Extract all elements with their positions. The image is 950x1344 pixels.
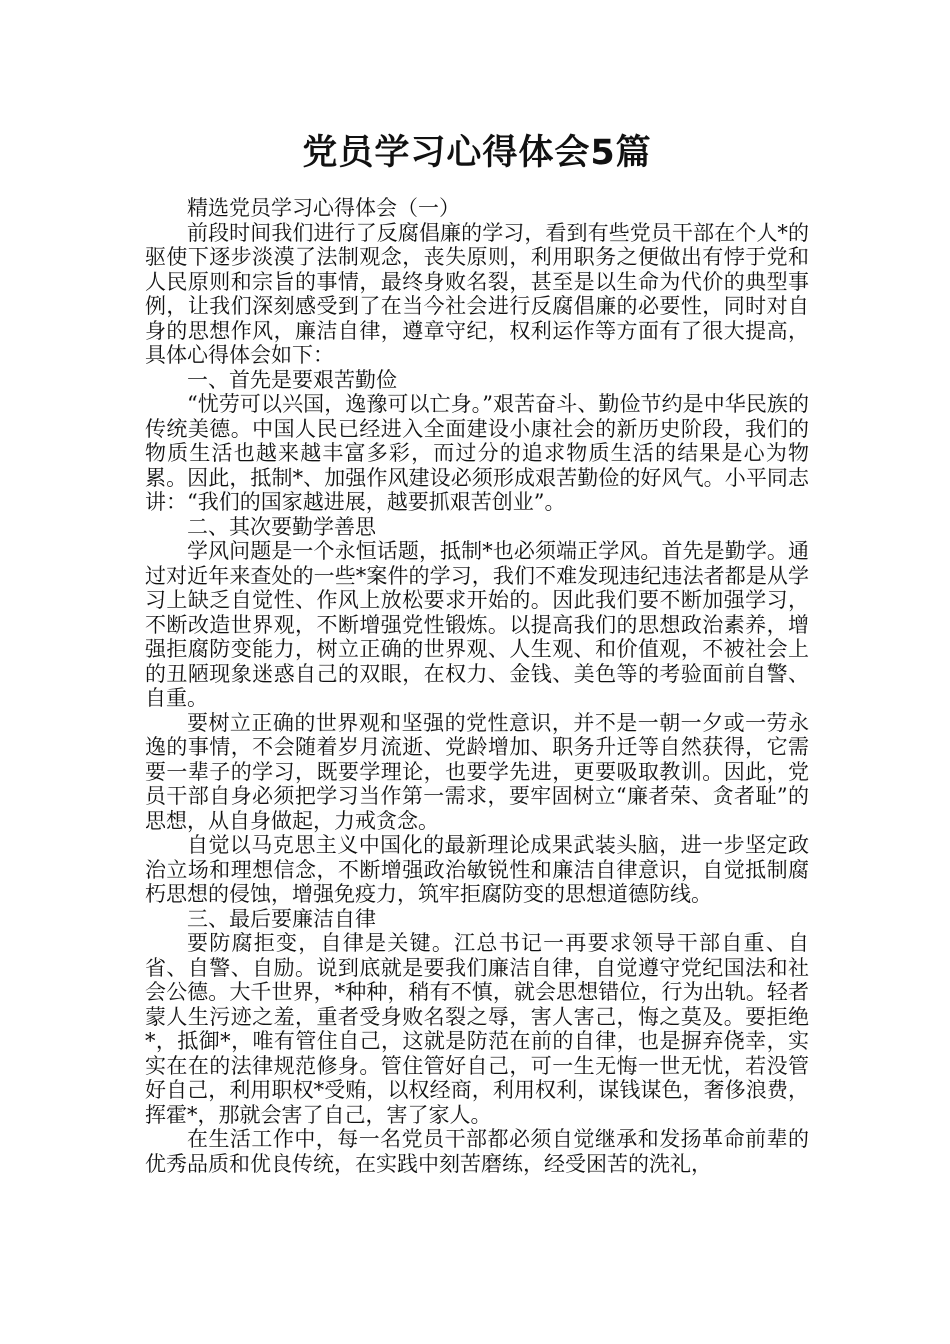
section-heading: 二、其次要勤学善思 (187, 514, 376, 539)
section-subtitle: 精选党员学习心得体会（一） (187, 196, 460, 220)
document-title: 党员学习心得体会5篇 (302, 133, 652, 173)
section-heading: 一、首先是要艰苦勤俭 (187, 367, 397, 392)
paragraph: 要树立正确的世界观和坚强的党性意识，并不是一朝一夕或一劳永逸的事情，不会随着岁月流逝、党龄增加、职务升迁等自然获得，它需要一辈子的学习，既要学理论，也要学先进，更要吸取教训。因此，党员干部自身必须把学习当作第一需求，要牢固树立“廉者荣、贪者耻”的思想，从自身做起，力戒贪念。 (145, 710, 809, 833)
paragraph: 前段时间我们进行了反腐倡廉的学习，看到有些党员干部在个人*的驱使下逐步淡漠了法制观念，丧失原则，利用职务之便做出有悖于党和人民原则和宗旨的事情，最终身败名裂，甚至是以生命为代价的典型事例，让我们深刻感受到了在当今社会进行反腐倡廉的必要性，同时对自身的思想作风，廉洁自律，遵章守纪，权利运作等方面有了很大提高，具体心得体会如下： (145, 220, 809, 367)
paragraph: “忧劳可以兴国，逸豫可以亡身。”艰苦奋斗、勤俭节约是中华民族的传统美德。中国人民已经进入全面建设小康社会的新历史阶段，我们的物质生活也越来越丰富多彩，而过分的追求物质生活的结果是心为物累。因此，抵制*、加强作风建设必须形成艰苦勤俭的好风气。小平同志讲：“我们的国家越进展，越要抓艰苦创业”。 (145, 392, 809, 514)
paragraph: 学风问题是一个永恒话题，抵制*也必须端正学风。首先是勤学。通过对近年来查处的一些*案件的学习，我们不难发现违纪违法者都是从学习上缺乏自觉性、作风上放松要求开始的。因此我们要不断加强学习，不断改造世界观，不断增强党性锻炼。以提高我们的思想政治素养，增强拒腐防变能力，树立正确的世界观、人生观、和价值观，不被社会上的丑陋现象迷惑自己的双眼，在权力、金钱、美色等的考验面前自警、自重。 (145, 539, 809, 710)
paragraph: 要防腐拒变，自律是关键。江总书记一再要求领导干部自重、自省、自警、自励。说到底就是要我们廉洁自律，自觉遵守党纪国法和社会公德。大千世界，*种种，稍有不慎，就会思想错位，行为出轨。轻者蒙人生污迹之羞，重者受身败名裂之辱，害人害己，悔之莫及。要拒绝*，抵御*，唯有管住自己，这就是防范在前的自律，也是摒弃侥幸，实实在在的法律规范修身。管住管好自己，可一生无悔一世无忧，若没管好自己，利用职权*受贿，以权经商，利用权利，谋钱谋色，奢侈浪费，挥霍*，那就会害了自己，害了家人。 (145, 931, 809, 1127)
document-body (145, 196, 809, 1176)
document-page (145, 0, 809, 1176)
paragraph: 在生活工作中，每一名党员干部都必须自觉继承和发扬革命前辈的优秀品质和优良传统，在实践中刻苦磨练，经受困苦的洗礼， (145, 1127, 809, 1176)
section-heading: 三、最后要廉洁自律 (187, 906, 376, 931)
paragraph: 自觉以马克思主义中国化的最新理论成果武装头脑，进一步坚定政治立场和理想信念，不断增强政治敏锐性和廉洁自律意识，自觉抵制腐朽思想的侵蚀，增强免疫力，筑牢拒腐防变的思想道德防线。 (145, 833, 809, 906)
